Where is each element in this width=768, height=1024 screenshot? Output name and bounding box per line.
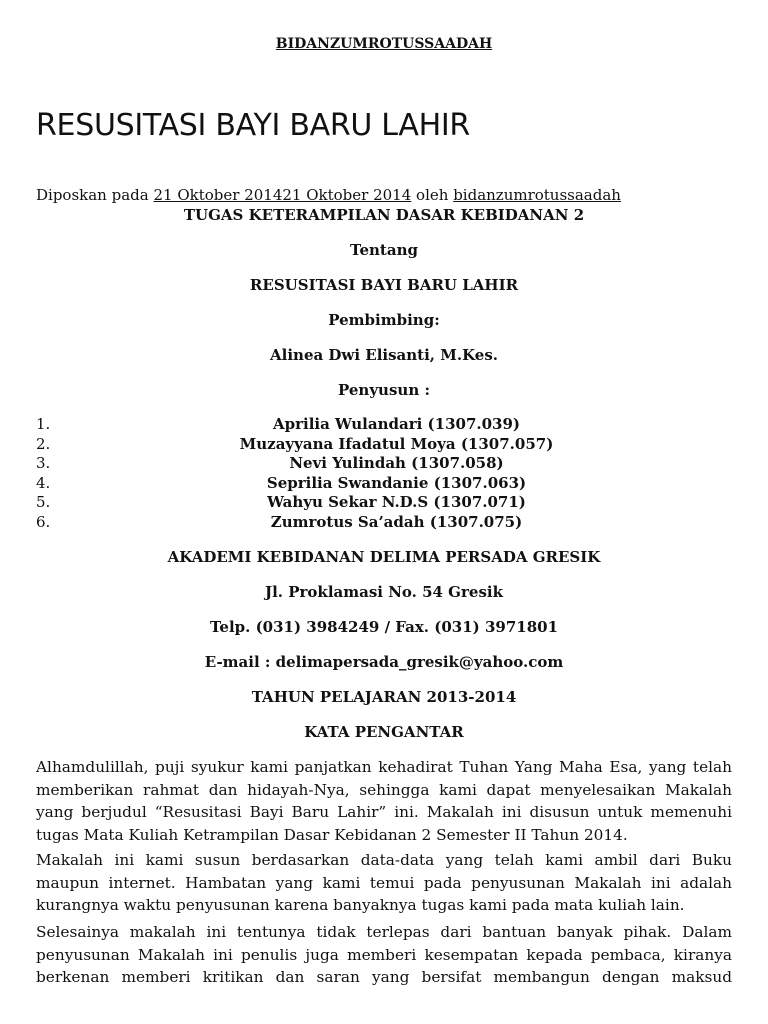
author-name: Nevi Yulindah (1307.058) (289, 454, 504, 472)
list-number: 5. (36, 493, 51, 511)
paragraph-line: Makalah ini kami susun berdasarkan data-data yang telah kami ambil dari Buku (36, 851, 732, 869)
list-number: 2. (36, 435, 51, 453)
blog-name-link[interactable]: BIDANZUMROTUSSAADAH (275, 36, 493, 52)
list-number: 4. (36, 474, 51, 492)
paragraph-line: kurangnya waktu penyusunan karena banyaknya tugas kami pada mata kuliah lain. (36, 896, 685, 914)
cover-tentang: Tentang (350, 241, 418, 259)
list-number: 1. (36, 415, 51, 433)
author-name: Zumrotus Sa’adah (1307.075) (270, 513, 523, 531)
institution-phone: Telp. (031) 3984249 / Fax. (031) 3971801 (209, 618, 559, 636)
paragraph (36, 921, 732, 989)
paragraph (36, 756, 732, 846)
list-number: 6. (36, 513, 51, 531)
institution-address: Jl. Proklamasi No. 54 Gresik (265, 583, 503, 601)
section-heading: KATA PENGANTAR (304, 723, 464, 741)
post-title: RESUSITASI BAYI BARU LAHIR (36, 108, 470, 143)
paragraph (36, 849, 732, 917)
cover-penyusun-label: Penyusun : (338, 381, 430, 399)
paragraph-line: maupun internet. Hambatan yang kami temui pada penyusunan Makalah ini adalah (36, 873, 732, 892)
institution-email: E-mail : delimapersada_gresik@yahoo.com (204, 653, 564, 671)
paragraph-line: berkenan memberi kritikan dan saran yang bersifat membangun dengan maksud (36, 968, 732, 986)
list-item (0, 474, 768, 494)
meta-by: oleh (411, 186, 454, 204)
institution-name: AKADEMI KEBIDANAN DELIMA PERSADA GRESIK (167, 548, 601, 566)
list-item (0, 513, 768, 533)
cover-pembimbing-name: Alinea Dwi Elisanti, M.Kes. (270, 346, 498, 364)
post-date-link[interactable]: 21 Oktober 201421 Oktober 2014 (153, 186, 412, 204)
cover-pembimbing-label: Pembimbing: (328, 311, 440, 329)
paragraph-line: memberikan rahmat dan hidayah-Nya, sehingga kami dapat menyelesaikan Makalah (36, 780, 732, 799)
paragraph-line: tugas Mata Kuliah Ketrampilan Dasar Kebidanan 2 Semester II Tahun 2014. (36, 825, 628, 844)
cover-subject: RESUSITASI BAYI BARU LAHIR (249, 276, 519, 294)
academic-year: TAHUN PELAJARAN 2013-2014 (251, 688, 517, 706)
paragraph-line: Alhamdulillah, puji syukur kami panjatkan kehadirat Tuhan Yang Maha Esa, yang telah (36, 758, 732, 776)
author-name: Seprilia Swandanie (1307.063) (266, 474, 527, 492)
author-name: Muzayyana Ifadatul Moya (1307.057) (239, 435, 554, 453)
post-author-link[interactable]: bidanzumrotussaadah (453, 186, 621, 204)
author-name: Aprilia Wulandari (1307.039) (272, 415, 521, 433)
list-item (0, 435, 768, 455)
list-item (0, 415, 768, 435)
list-number: 3. (36, 454, 51, 472)
list-item (0, 493, 768, 513)
author-name: Wahyu Sekar N.D.S (1307.071) (267, 493, 526, 511)
cover-title: TUGAS KETERAMPILAN DASAR KEBIDANAN 2 (183, 206, 585, 224)
post-meta (36, 186, 621, 204)
paragraph-line: yang berjudul “Resusitasi Bayi Baru Lahir” ini. Makalah ini disusun untuk memenuhi (36, 803, 732, 821)
list-item (0, 454, 768, 474)
paragraph-line: Selesainya makalah ini tentunya tidak terlepas dari bantuan banyak pihak. Dalam (36, 923, 732, 941)
meta-prefix: Diposkan pada (36, 186, 154, 204)
paragraph-line: penyusunan Makalah ini penulis juga memberi kesempatan kepada pembaca, kiranya (36, 945, 732, 964)
